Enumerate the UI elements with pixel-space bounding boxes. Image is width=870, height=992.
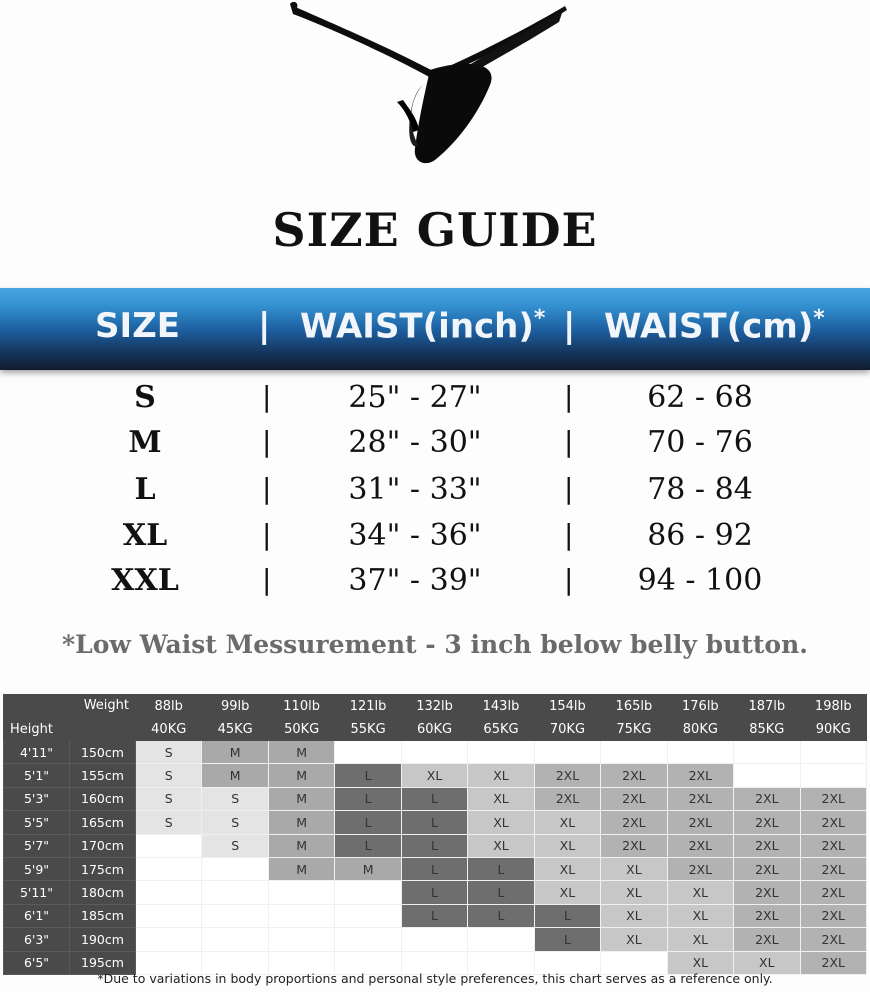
- size-cell: L: [335, 811, 401, 834]
- size-cell: S: [136, 741, 202, 764]
- weight-kg-header: 45KG: [202, 718, 268, 741]
- size-cell: 2XL: [667, 787, 733, 810]
- weight-kg-header: 55KG: [335, 718, 401, 741]
- size-row: [0, 472, 870, 516]
- measurement-note: *Low Waist Messurement - 3 inch below belly button.: [62, 630, 808, 659]
- size-cell: [734, 764, 800, 787]
- chart-row: [4, 787, 867, 810]
- waist-cm-range: 94 - 100: [637, 563, 763, 598]
- size-cell: [202, 857, 268, 880]
- weight-kg-header: 40KG: [136, 718, 202, 741]
- size-cell: 2XL: [800, 857, 866, 880]
- size-cell: XL: [468, 834, 534, 857]
- size-cell: [335, 741, 401, 764]
- divider: |: [564, 563, 574, 596]
- size-cell: 2XL: [667, 764, 733, 787]
- height-cm-label: 190cm: [70, 928, 136, 951]
- size-cell: S: [202, 834, 268, 857]
- weight-kg-header: 70KG: [534, 718, 600, 741]
- size-cell: [268, 904, 334, 927]
- size-cell: 2XL: [534, 764, 600, 787]
- chart-corner: [4, 695, 136, 741]
- size-row: [0, 380, 870, 424]
- height-ft-label: 5'1": [4, 764, 70, 787]
- waist-inch-range: 28" - 30": [348, 425, 482, 460]
- header-asterisk: *: [813, 306, 825, 331]
- header-separator: |: [563, 306, 576, 346]
- weight-lb-header: 165lb: [601, 695, 667, 718]
- size-cell: [268, 928, 334, 951]
- size-cell: [800, 764, 866, 787]
- size-cell: 2XL: [800, 811, 866, 834]
- chart-row: [4, 764, 867, 787]
- size-cell: XL: [667, 951, 733, 974]
- size-cell: XL: [534, 881, 600, 904]
- size-cell: M: [268, 741, 334, 764]
- size-cell: L: [401, 834, 467, 857]
- size-cell: S: [136, 764, 202, 787]
- size-cell: 2XL: [800, 904, 866, 927]
- size-cell: [468, 741, 534, 764]
- size-cell: L: [534, 928, 600, 951]
- weight-lb-header: 187lb: [734, 695, 800, 718]
- size-cell: M: [202, 741, 268, 764]
- weight-kg-header: 75KG: [601, 718, 667, 741]
- weight-kg-header: 65KG: [468, 718, 534, 741]
- height-ft-label: 5'9": [4, 857, 70, 880]
- size-cell: XL: [667, 904, 733, 927]
- waist-inch-range: 31" - 33": [348, 472, 482, 507]
- size-cell: XL: [667, 881, 733, 904]
- header-asterisk: *: [533, 306, 546, 331]
- size-cell: XL: [468, 811, 534, 834]
- size-cell: S: [136, 811, 202, 834]
- height-cm-label: 170cm: [70, 834, 136, 857]
- weight-lb-header: 132lb: [401, 695, 467, 718]
- size-cell: 2XL: [601, 764, 667, 787]
- size-cell: M: [268, 764, 334, 787]
- size-cell: M: [268, 811, 334, 834]
- size-cell: XL: [534, 857, 600, 880]
- size-cell: 2XL: [534, 787, 600, 810]
- size-cell: [136, 857, 202, 880]
- waist-cm-range: 70 - 76: [647, 425, 753, 460]
- size-cell: [401, 741, 467, 764]
- size-cell: 2XL: [667, 857, 733, 880]
- size-cell: [136, 928, 202, 951]
- size-cell: [335, 928, 401, 951]
- size-cell: [136, 904, 202, 927]
- size-cell: 2XL: [800, 834, 866, 857]
- height-cm-label: 155cm: [70, 764, 136, 787]
- size-cell: M: [335, 857, 401, 880]
- size-cell: L: [534, 904, 600, 927]
- waist-cm-range: 62 - 68: [647, 380, 753, 415]
- weight-lb-header: 121lb: [335, 695, 401, 718]
- size-cell: XL: [468, 787, 534, 810]
- size-cell: L: [468, 904, 534, 927]
- size-cell: [800, 741, 866, 764]
- divider: |: [262, 472, 272, 505]
- weight-kg-header: 60KG: [401, 718, 467, 741]
- height-ft-label: 5'11": [4, 881, 70, 904]
- size-cell: XL: [734, 951, 800, 974]
- size-cell: L: [468, 881, 534, 904]
- waist-inch-range: 34" - 36": [348, 518, 482, 553]
- size-label: M: [128, 425, 162, 460]
- height-ft-label: 6'3": [4, 928, 70, 951]
- height-cm-label: 180cm: [70, 881, 136, 904]
- weight-kg-header: 90KG: [800, 718, 866, 741]
- chart-row: [4, 741, 867, 764]
- divider: |: [262, 425, 272, 458]
- divider: |: [564, 472, 574, 505]
- size-cell: 2XL: [800, 881, 866, 904]
- size-cell: S: [202, 811, 268, 834]
- size-cell: 2XL: [734, 928, 800, 951]
- height-ft-label: 5'7": [4, 834, 70, 857]
- size-row: [0, 518, 870, 562]
- size-cell: [534, 741, 600, 764]
- size-cell: XL: [468, 764, 534, 787]
- size-cell: 2XL: [667, 834, 733, 857]
- size-cell: 2XL: [734, 881, 800, 904]
- weight-axis-label: Weight: [83, 698, 129, 713]
- size-cell: M: [268, 834, 334, 857]
- size-cell: S: [202, 787, 268, 810]
- divider: |: [262, 518, 272, 551]
- size-cell: L: [335, 764, 401, 787]
- height-ft-label: 4'11": [4, 741, 70, 764]
- weight-lb-header: 88lb: [136, 695, 202, 718]
- size-cell: XL: [534, 834, 600, 857]
- height-cm-label: 165cm: [70, 811, 136, 834]
- size-cell: [667, 741, 733, 764]
- size-cell: S: [136, 787, 202, 810]
- height-axis-label: Height: [10, 722, 53, 737]
- weight-lb-header: 154lb: [534, 695, 600, 718]
- size-cell: [202, 904, 268, 927]
- weight-lb-header: 99lb: [202, 695, 268, 718]
- size-cell: [335, 904, 401, 927]
- chart-row: [4, 834, 867, 857]
- size-cell: M: [268, 787, 334, 810]
- divider: |: [262, 380, 272, 413]
- size-cell: 2XL: [800, 951, 866, 974]
- size-cell: L: [401, 904, 467, 927]
- size-cell: 2XL: [667, 811, 733, 834]
- size-cell: [468, 928, 534, 951]
- size-cell: L: [401, 881, 467, 904]
- weight-lb-header: 198lb: [800, 695, 866, 718]
- height-cm-label: 195cm: [70, 951, 136, 974]
- weight-kg-header: 80KG: [667, 718, 733, 741]
- size-table-header: [0, 288, 870, 370]
- size-cell: [401, 928, 467, 951]
- size-label: L: [134, 472, 156, 507]
- height-weight-chart: [3, 694, 867, 975]
- size-cell: L: [401, 787, 467, 810]
- size-cell: M: [268, 857, 334, 880]
- size-cell: XL: [601, 857, 667, 880]
- size-cell: [136, 881, 202, 904]
- size-cell: 2XL: [601, 787, 667, 810]
- size-cell: 2XL: [601, 811, 667, 834]
- size-label: XXL: [111, 563, 179, 598]
- size-cell: L: [335, 787, 401, 810]
- divider: |: [564, 380, 574, 413]
- size-cell: [268, 881, 334, 904]
- height-cm-label: 175cm: [70, 857, 136, 880]
- height-ft-label: 6'1": [4, 904, 70, 927]
- height-cm-label: 160cm: [70, 787, 136, 810]
- size-cell: 2XL: [601, 834, 667, 857]
- size-cell: [601, 741, 667, 764]
- disclaimer: *Due to variations in body proportions and personal style preferences, this chart serves as a reference only.: [97, 971, 773, 986]
- page-title: SIZE GUIDE: [272, 203, 598, 257]
- size-cell: 2XL: [734, 787, 800, 810]
- header-size: SIZE: [95, 306, 181, 346]
- size-cell: XL: [667, 928, 733, 951]
- chart-row: [4, 881, 867, 904]
- header-waist-inch-label: WAIST(inch): [300, 306, 534, 347]
- waist-cm-range: 78 - 84: [647, 472, 753, 507]
- waist-inch-range: 25" - 27": [348, 380, 482, 415]
- size-row: [0, 563, 870, 607]
- size-cell: [202, 928, 268, 951]
- size-row: [0, 425, 870, 469]
- size-cell: [734, 741, 800, 764]
- height-cm-label: 150cm: [70, 741, 136, 764]
- size-label: S: [134, 380, 156, 415]
- size-cell: L: [401, 857, 467, 880]
- size-cell: L: [335, 834, 401, 857]
- chart-row: [4, 857, 867, 880]
- size-cell: [335, 881, 401, 904]
- waist-cm-range: 86 - 92: [647, 518, 753, 553]
- size-cell: M: [202, 764, 268, 787]
- size-cell: 2XL: [800, 787, 866, 810]
- size-cell: [202, 881, 268, 904]
- header-waist-cm-label: WAIST(cm): [604, 306, 814, 347]
- header-waist-inch: [300, 306, 545, 346]
- size-cell: 2XL: [734, 857, 800, 880]
- size-cell: 2XL: [800, 928, 866, 951]
- product-image: [285, 0, 575, 170]
- height-ft-label: 5'5": [4, 811, 70, 834]
- size-cell: XL: [601, 928, 667, 951]
- size-label: XL: [122, 518, 168, 553]
- divider: |: [564, 425, 574, 458]
- header-waist-cm: [604, 306, 825, 346]
- size-cell: L: [401, 811, 467, 834]
- size-cell: [136, 834, 202, 857]
- weight-lb-header: 143lb: [468, 695, 534, 718]
- height-ft-label: 6'5": [4, 951, 70, 974]
- size-cell: 2XL: [734, 904, 800, 927]
- size-cell: 2XL: [734, 811, 800, 834]
- chart-row: [4, 928, 867, 951]
- size-cell: XL: [601, 881, 667, 904]
- height-cm-label: 185cm: [70, 904, 136, 927]
- weight-kg-header: 85KG: [734, 718, 800, 741]
- weight-kg-header: 50KG: [268, 718, 334, 741]
- size-cell: XL: [534, 811, 600, 834]
- size-cell: L: [468, 857, 534, 880]
- size-cell: XL: [401, 764, 467, 787]
- size-cell: XL: [601, 904, 667, 927]
- divider: |: [262, 563, 272, 596]
- waist-inch-range: 37" - 39": [348, 563, 482, 598]
- header-separator: |: [258, 306, 271, 346]
- chart-row: [4, 811, 867, 834]
- weight-lb-header: 110lb: [268, 695, 334, 718]
- size-cell: 2XL: [734, 834, 800, 857]
- height-ft-label: 5'3": [4, 787, 70, 810]
- divider: |: [564, 518, 574, 551]
- weight-lb-header: 176lb: [667, 695, 733, 718]
- chart-row: [4, 904, 867, 927]
